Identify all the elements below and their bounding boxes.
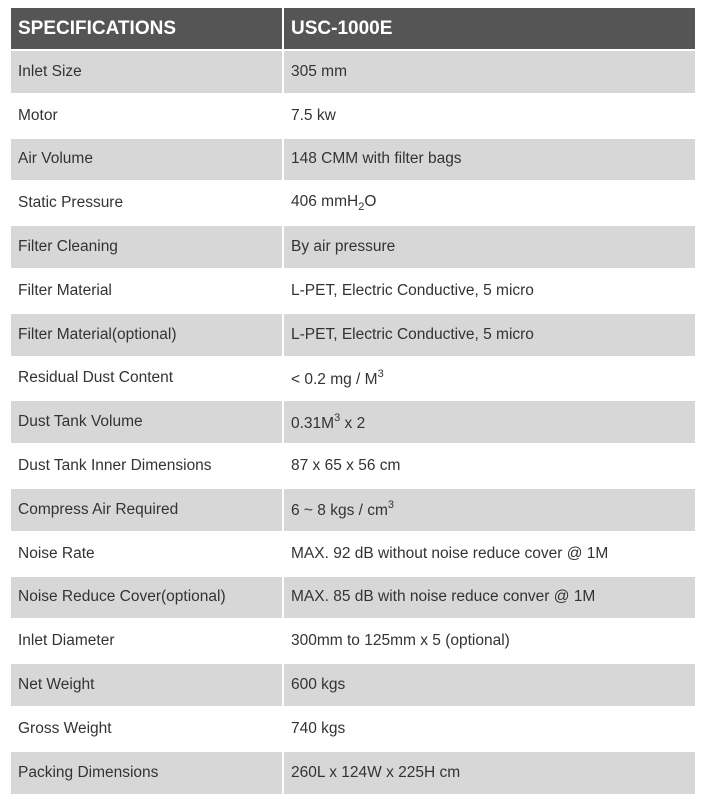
value-text: O bbox=[364, 193, 377, 211]
specifications-table bbox=[11, 8, 695, 796]
table-row bbox=[11, 445, 695, 489]
spec-label: Filter Cleaning bbox=[11, 226, 284, 270]
spec-label: Noise Reduce Cover(optional) bbox=[11, 577, 284, 621]
spec-value bbox=[284, 401, 695, 445]
value-text: 0.31M bbox=[291, 414, 335, 432]
table-row bbox=[11, 139, 695, 183]
table-header-row bbox=[11, 8, 695, 51]
spec-value: 148 CMM with filter bags bbox=[284, 139, 695, 183]
spec-label: Inlet Size bbox=[11, 51, 284, 95]
table-row bbox=[11, 708, 695, 752]
table-row bbox=[11, 95, 695, 139]
spec-label: Dust Tank Volume bbox=[11, 401, 284, 445]
table-row bbox=[11, 270, 695, 314]
spec-value: 600 kgs bbox=[284, 664, 695, 708]
spec-label: Gross Weight bbox=[11, 708, 284, 752]
superscript: 3 bbox=[334, 411, 341, 424]
value-text: < 0.2 mg / M bbox=[291, 370, 378, 388]
spec-value: 87 x 65 x 56 cm bbox=[284, 445, 695, 489]
header-model: USC-1000E bbox=[284, 8, 695, 51]
spec-label: Net Weight bbox=[11, 664, 284, 708]
spec-value: L-PET, Electric Conductive, 5 micro bbox=[284, 314, 695, 358]
spec-value: 300mm to 125mm x 5 (optional) bbox=[284, 620, 695, 664]
spec-value: MAX. 85 dB with noise reduce conver @ 1M bbox=[284, 577, 695, 621]
spec-value: 305 mm bbox=[284, 51, 695, 95]
table-row bbox=[11, 489, 695, 533]
spec-value: L-PET, Electric Conductive, 5 micro bbox=[284, 270, 695, 314]
spec-value: 7.5 kw bbox=[284, 95, 695, 139]
spec-value: By air pressure bbox=[284, 226, 695, 270]
table-row bbox=[11, 401, 695, 445]
spec-label: Inlet Diameter bbox=[11, 620, 284, 664]
table-row bbox=[11, 752, 695, 796]
table-row bbox=[11, 358, 695, 402]
spec-label: Filter Material(optional) bbox=[11, 314, 284, 358]
superscript: 3 bbox=[387, 499, 395, 512]
spec-value bbox=[284, 358, 695, 402]
table-row bbox=[11, 664, 695, 708]
table-row bbox=[11, 620, 695, 664]
spec-value bbox=[284, 182, 695, 226]
spec-label: Residual Dust Content bbox=[11, 358, 284, 402]
spec-label: Motor bbox=[11, 95, 284, 139]
spec-value: MAX. 92 dB without noise reduce cover @ 1M bbox=[284, 533, 695, 577]
spec-label: Dust Tank Inner Dimensions bbox=[11, 445, 284, 489]
table-row bbox=[11, 51, 695, 95]
table-row bbox=[11, 314, 695, 358]
table-row bbox=[11, 182, 695, 226]
table-row bbox=[11, 533, 695, 577]
value-text: x 2 bbox=[340, 414, 366, 432]
spec-label: Air Volume bbox=[11, 139, 284, 183]
spec-value: 740 kgs bbox=[284, 708, 695, 752]
table-row bbox=[11, 226, 695, 270]
table-row bbox=[11, 577, 695, 621]
spec-label: Packing Dimensions bbox=[11, 752, 284, 796]
spec-label: Compress Air Required bbox=[11, 489, 284, 533]
value-text: 406 mmH bbox=[291, 193, 359, 211]
spec-label: Noise Rate bbox=[11, 533, 284, 577]
subscript: 2 bbox=[358, 201, 365, 214]
spec-label: Static Pressure bbox=[11, 182, 284, 226]
value-text: 6 ~ 8 kgs / cm bbox=[291, 502, 388, 520]
spec-label: Filter Material bbox=[11, 270, 284, 314]
superscript: 3 bbox=[377, 367, 384, 380]
header-specifications: SPECIFICATIONS bbox=[11, 8, 284, 51]
spec-value: 260L x 124W x 225H cm bbox=[284, 752, 695, 796]
spec-value bbox=[284, 489, 695, 533]
